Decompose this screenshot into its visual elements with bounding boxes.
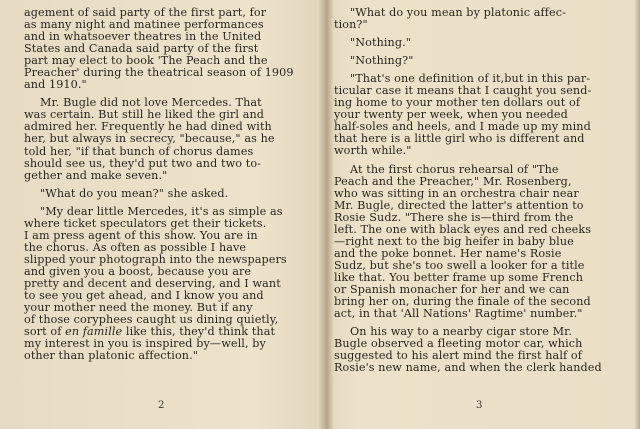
right-page-text [334, 7, 635, 380]
text-line: her, but always in secrecy, "because," as he [24, 132, 275, 146]
text-line: slipped your photograph into the newspapers [24, 252, 287, 266]
text-line: act, in that 'All Nations' Ragtime' number." [334, 307, 583, 321]
text-line: the chorus. As often as possible I have [24, 240, 247, 254]
text-line: Sudz, but she's too swell a looker for a title [334, 258, 585, 272]
text-line: ing home to your mother ten dollars out of [334, 96, 581, 110]
paragraph [334, 55, 635, 67]
right-page [334, 0, 640, 429]
text-line: and 1910." [24, 78, 87, 92]
text-line: your twenty per week, when you needed [334, 108, 568, 122]
text-line: like that. You better frame up some French [334, 270, 584, 284]
paragraph [334, 326, 635, 374]
paragraph [334, 73, 635, 157]
text-line: my interest in you is inspired by—well, by [24, 337, 266, 351]
text-line: of those coryphees caught us dining quietly, [24, 313, 279, 327]
text-line: was certain. But still he liked the girl and [24, 108, 265, 122]
text-line: Preacher' during the theatrical season of 1909 [24, 66, 294, 80]
text-line: and in whatsoever theatres in the United [24, 30, 262, 44]
text-line: "That's one definition of it,but in this par- [350, 72, 591, 86]
text-line: your mother need the money. But if any [24, 301, 253, 315]
text-line: or Spanish monacher for her and we can [334, 282, 570, 296]
page-number: 2 [158, 400, 165, 411]
text-line: part may elect to book 'The Peach and the [24, 54, 268, 68]
text-fragment: like this, they'd think that [125, 325, 276, 339]
text-line: suggested to his alert mind the first half of [334, 349, 582, 363]
text-line: Rosie's new name, and when the clerk handed [334, 361, 602, 375]
text-line: On his way to a nearby cigar store Mr. [350, 325, 573, 339]
text-line: Bugle observed a fleeting motor car, which [334, 337, 583, 351]
text-line: told her, "if that bunch of chorus dames [24, 144, 254, 158]
paragraph [24, 7, 312, 91]
text-line: where ticket speculators get their tickets. [24, 216, 267, 230]
text-line: agement of said party of the first part, for [24, 6, 267, 19]
paragraph [334, 7, 635, 31]
text-line: ticular case it means that I caught you send- [334, 84, 592, 98]
text-line: "What do you mean by platonic affec- [350, 6, 567, 19]
text-line: Rosie Sudz. "There she is—third from the [334, 210, 574, 224]
paragraph [334, 37, 635, 49]
left-page [0, 0, 318, 429]
text-line: bring her on, during the finale of the second [334, 295, 591, 309]
italic-phrase: en famille [65, 325, 123, 339]
text-line: gether and make seven." [24, 168, 168, 182]
text-line: Mr. Bugle did not love Mercedes. That [40, 96, 262, 110]
text-line: pretty and decent and deserving, and I want [24, 276, 281, 290]
text-line: tion?" [334, 18, 368, 32]
left-page-text [24, 7, 312, 368]
paragraph [334, 164, 635, 321]
text-line: admired her. Frequently he had dined with [24, 120, 272, 134]
text-line: "Nothing?" [350, 54, 414, 68]
text-line: half-soles and heels, and I made up my mind [334, 120, 591, 134]
text-line: —right next to the big heifer in baby blue [334, 234, 574, 248]
paragraph [24, 188, 312, 200]
paragraph [24, 97, 312, 181]
text-line: should see us, they'd put two and two to- [24, 156, 262, 170]
paragraph [24, 206, 312, 363]
text-line: I am press agent of this show. You are in [24, 228, 258, 242]
text-line: "Nothing." [350, 36, 412, 50]
book-gutter [318, 0, 334, 429]
text-line: "What do you mean?" she asked. [40, 186, 229, 200]
text-line: and given you a boost, because you are [24, 264, 252, 278]
text-line: other than platonic affection." [24, 349, 198, 363]
text-line: worth while." [334, 144, 412, 158]
text-line: States and Canada said party of the first [24, 42, 259, 56]
text-line: left. The one with black eyes and red cheeks [334, 222, 592, 236]
text-fragment: sort of [24, 325, 66, 339]
text-line: Mr. Bugle, directed the latter's attention to [334, 198, 584, 212]
text-line: Peach and the Preacher," Mr. Rosenberg, [334, 174, 572, 188]
text-line: who was sitting in an orchestra chair near [334, 186, 579, 200]
page-number: 3 [476, 400, 483, 411]
text-line: At the first chorus rehearsal of "The [350, 162, 559, 176]
text-line: and the poke bonnet. Her name's Rosie [334, 246, 562, 260]
text-line: that here is a little girl who is different and [334, 132, 585, 146]
text-line: "My dear little Mercedes, it's as simple as [40, 204, 283, 218]
text-line: to see you get ahead, and I know you and [24, 289, 264, 303]
text-line: as many night and matinee performances [24, 18, 264, 32]
